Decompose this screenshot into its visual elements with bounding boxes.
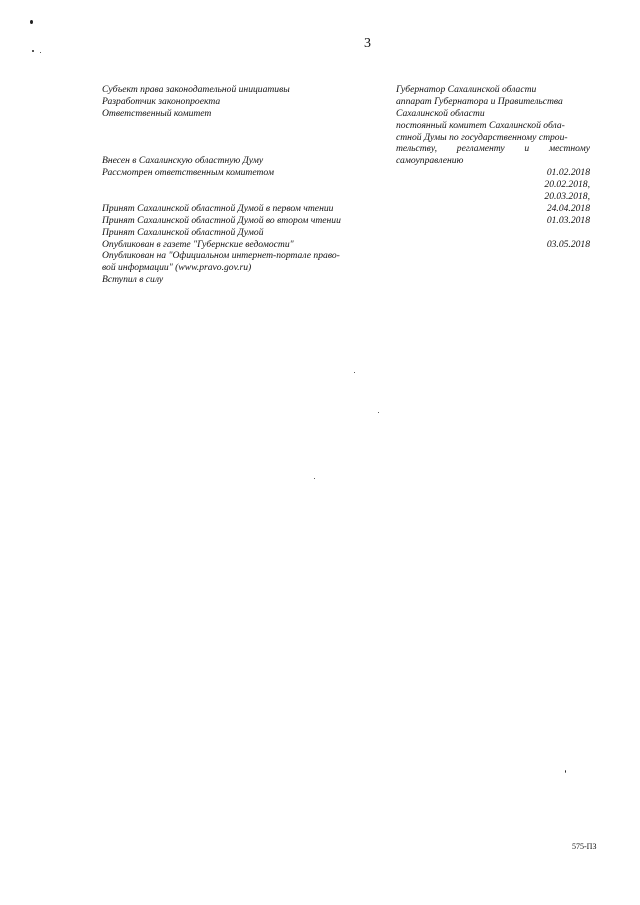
reviewed-date-3: 24.04.2018 <box>546 202 590 214</box>
reviewed-date-2: 20.03.2018, <box>544 191 590 203</box>
first-reading-label: Принят Сахалинской областной Думой в первом чтении <box>102 202 334 214</box>
committee-label: Ответственный комитет <box>102 107 212 119</box>
committee-value-line1: постоянный комитет Сахалинской обла- <box>396 119 565 131</box>
reviewed-date-1: 20.02.2018, <box>544 179 590 191</box>
developer-value-line1: аппарат Губернатора и Правительства <box>396 95 563 107</box>
scan-speck <box>40 52 41 53</box>
submitted-date: 01.02.2018 <box>546 167 590 179</box>
scan-speck <box>32 50 34 52</box>
document-code: 575-ПЗ <box>572 842 597 851</box>
committee-value-line4: самоуправлению <box>396 155 464 167</box>
reviewed-label: Рассмотрен ответственным комитетом <box>102 167 274 179</box>
gazette-date: 03.05.2018 <box>546 238 590 250</box>
committee-value-line3 <box>396 143 590 155</box>
submitted-label: Внесен в Сахалинскую областную Думу <box>102 155 264 167</box>
scan-speck <box>30 20 33 24</box>
first-reading-date: 01.03.2018 <box>546 214 590 226</box>
published-portal-label-line2: вой информации" (www.pravo.gov.ru) <box>102 262 252 274</box>
committee-word: местному <box>548 143 590 155</box>
published-gazette-label: Опубликован в газете "Губернские ведомости" <box>102 238 294 250</box>
published-portal-label-line1: Опубликован на "Официальном интернет-портале право- <box>102 250 340 262</box>
entered-force-label: Вступил в силу <box>102 274 164 286</box>
right-column <box>396 84 590 250</box>
committee-word: и <box>524 143 530 155</box>
scan-speck <box>354 372 355 373</box>
left-column <box>102 84 387 286</box>
subject-value: Губернатор Сахалинской области <box>396 84 537 95</box>
scan-speck <box>314 478 315 479</box>
page-number: 3 <box>364 36 371 51</box>
scan-speck <box>378 412 379 413</box>
developer-value-line2: Сахалинской области <box>396 107 485 119</box>
second-reading-label: Принят Сахалинской областной Думой во втором чтении <box>102 214 341 226</box>
committee-value-line2: стной Думы по государственному строи- <box>396 131 568 143</box>
developer-label: Разработчик законопроекта <box>102 95 221 107</box>
committee-word: регламенту <box>456 143 505 155</box>
subject-label: Субъект права законодательной инициативы <box>102 84 290 95</box>
committee-word: тельству, <box>396 143 438 155</box>
adopted-label: Принят Сахалинской областной Думой <box>102 226 264 238</box>
scan-speck <box>565 770 566 773</box>
